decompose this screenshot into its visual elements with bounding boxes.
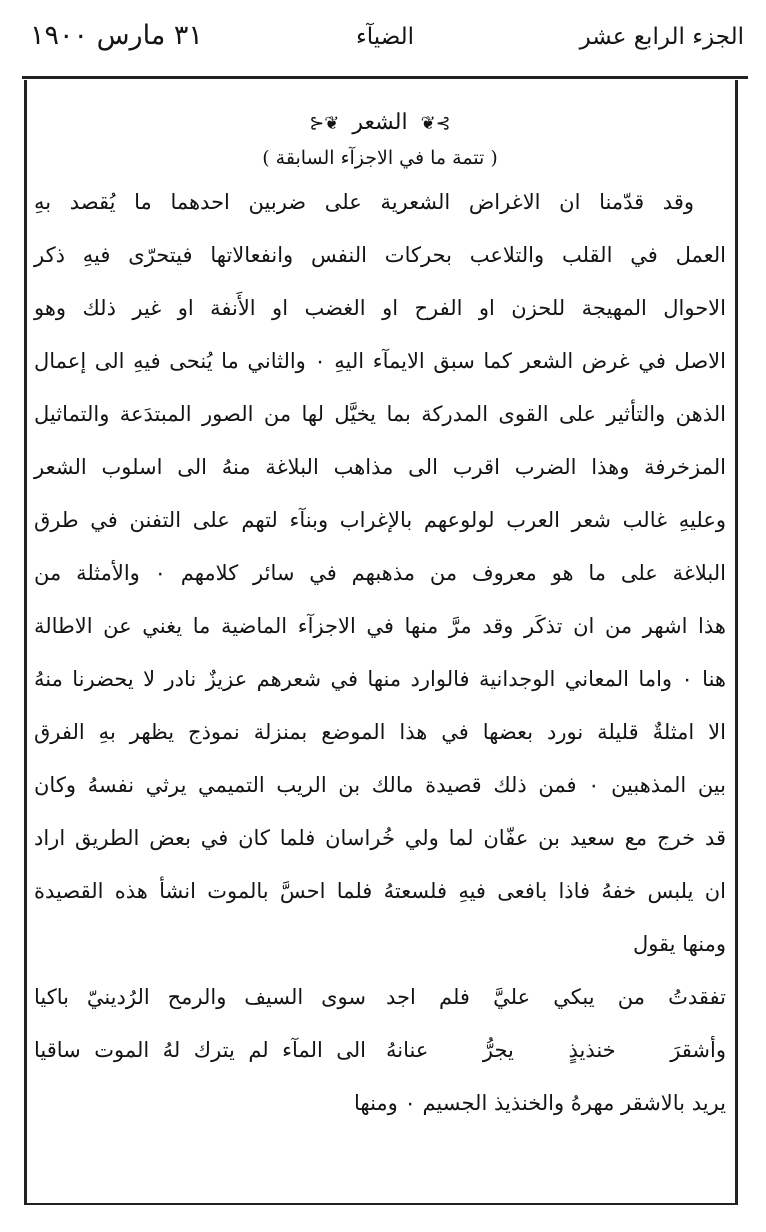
closing-line: يريد بالاشقر مهرهُ والخنذيذ الجسيم ٠ ومنها [354, 1091, 726, 1115]
body-line: بين المذهبين ٠ فمن ذلك قصيدة مالك بن الريب التميمي يرثي نفسهُ وكان [34, 773, 726, 797]
journal-title: الضيآء [355, 24, 415, 50]
body-line: ان يلبس خفهُ فاذا بافعى فيهِ فلسعتهُ فلما احسَّ بالموت انشأ هذه القصيدة [34, 879, 726, 903]
section-subtitle: ( تتمة ما في الاجزآء السابقة ) [262, 147, 498, 169]
verse-second-hemistich: سوى السيف والرمح الرُدينيّ باكيا [34, 985, 366, 1009]
verse-line [34, 971, 726, 1024]
body-line: الا امثلةٌ قليلة نورد بعضها في هذا الموضع بمنزلة نموذج يظهر بهِ الفرق [34, 720, 726, 744]
section-title [34, 106, 726, 140]
body-line: العمل في القلب والتلاعب بحركات النفس وانفعالاتها فيتحرّى فيهِ ذكر [34, 243, 726, 267]
section-title-text: الشعر [352, 110, 408, 135]
body-line: الاحوال المهيجة للحزن او الفرح او الغضب او الأَنفة او غير ذلك وهو [34, 296, 726, 320]
body-line: الاصل في غرض الشعر كما سبق الايمآء اليهِ ٠ والثاني ما يُنحى فيهِ الى إعمال [34, 349, 726, 373]
verse-second-hemistich: الى المآء لم يترك لهُ الموت ساقيا [34, 1038, 366, 1062]
body-line: هذا اشهر من ان تذكَر وقد مرَّ منها في الاجزآء الماضية ما يغني عن الاطالة [34, 614, 726, 638]
volume-label: الجزء الرابع عشر [579, 24, 744, 50]
body-line: قد خرج مع سعيد بن عفّان لما ولي خُراسان فلما كان في بعض الطريق اراد [34, 826, 726, 850]
ornament-right-icon: ⊱❦ [420, 113, 451, 134]
body-line: ومنها يقول [632, 932, 726, 956]
header-rule [22, 76, 748, 79]
verse-first-hemistich: وأشقرَ خنذيذٍ يجرُّ عنانهُ [386, 1038, 726, 1062]
issue-date: ٣١ مارس ١٩٠٠ [30, 20, 203, 51]
ornament-left-icon: ❦⊰ [309, 113, 340, 134]
body-line: وقد قدّمنا ان الاغراض الشعرية على ضربين احدهما ما يُقصد بهِ [34, 190, 694, 214]
article-body [34, 100, 726, 1130]
body-line: الذهن والتأثير على القوى المدركة بما يخيَّل لها من الصور المبتدَعة والتماثيل [34, 402, 726, 426]
body-line: هنا ٠ واما المعاني الوجدانية فالوارد منها في شعرهم عزيزٌ نادر لا يحضرنا منهُ [34, 667, 726, 691]
body-line: المزخرفة وهذا الضرب اقرب الى مذاهب البلاغة منهُ الى اسلوب الشعر [34, 455, 726, 479]
body-line: البلاغة على ما هو معروف من مذهبهم في سائر كلامهم ٠ والأمثلة من [34, 561, 726, 585]
body-line: وعليهِ غالب شعر العرب لولوعهم بالإغراب وبنآء لتهم على التفنن في طرق [34, 508, 726, 532]
page-header [22, 18, 748, 72]
verse-first-hemistich: تفقدتُ من يبكي عليَّ فلم اجد [386, 985, 726, 1009]
verse-line [34, 1024, 726, 1077]
